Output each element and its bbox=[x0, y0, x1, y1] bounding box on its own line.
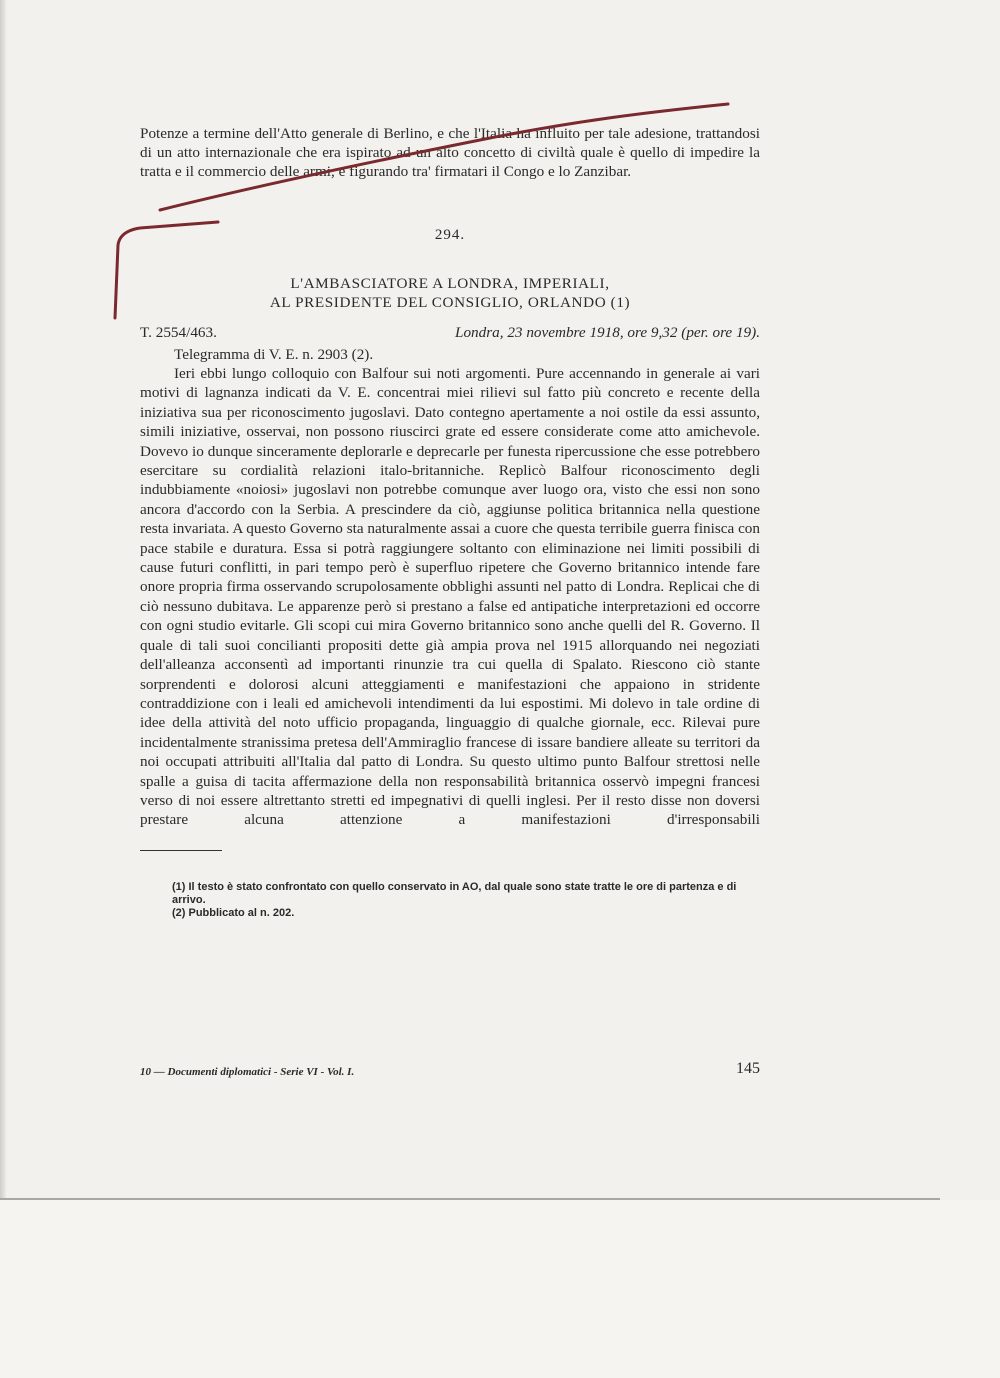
telegram-meta bbox=[140, 324, 760, 342]
document-heading bbox=[140, 274, 760, 312]
telegram-reference: Telegramma di V. E. n. 2903 (2). bbox=[174, 346, 374, 363]
page-footer bbox=[140, 1060, 760, 1078]
body-paragraph: Ieri ebbi lungo colloquio con Balfour sui noti argomenti. Pure accennando in generale ai vari motivi di lagnanza indicati da V. E. concentrai miei rilievi sul fatto più concreto e recente della iniziativa sua per riconoscimento jugoslavi. Dato contegno apertamente a noi ostile da essi assunto, simili iniziative, osservai, non possono riuscirci grate ed essere considerate come atto amichevole. Dovevo io dunque sinceramente deplorarle e deprecarle per funesta ripercussione che esse potrebbero esercitare su cordialità relazioni italo-britanniche. Replicò Balfour riconoscimento degli indubbiamente «noiosi» jugoslavi non potrebbe comunque aver luogo ora, visto che essi non sono ancora d'accordo con la Serbia. A prescindere da ciò, aggiunse politica britannica nella questione resta invariata. A questo Governo sta naturalmente assai a cuore che questa terribile guerra finisca con pace stabile e duratura. Essa si potrà raggiungere soltanto con eliminazione nei limiti possibili di cause futuri conflitti, in pari tempo però è superfluo ripetere che Governo britannico intende fare onore propria firma osservando scrupolosamente obblighi assunti nel patto di Londra. Replicai che di ciò nessuno dubitava. Le apparenze però si prestano a false ed antipatiche interpretazioni ed occorre con ogni studio evitarle. Gli scopi cui mira Governo britannico sono anche quelli del R. Governo. Il quale di tali suoi concilianti propositi dette già ampia prova nel 1915 allorquando nei negoziati dell'alleanza acconsentì ad importanti rinunzie tra cui quella di Spalato. Riescono ciò stante sorprendenti e dolorosi alcuni atteggiamenti e manifestazioni che appaiono in stridente contraddizione con i leali ed amichevoli intendimenti da lui espostimi. Mi dolevo in tale ordine di idee della attività del noto ufficio propaganda, linguaggio di qualche giornale, ecc. Rilevai pure incidentalmente stranissima pretesa dell'Ammiraglio francese di issare bandiere alleate su territori da noi occupati attribuiti all'Italia dal patto di Londra. Su questo ultimo punto Balfour strettosi nelle spalle a guisa di tacita affermazione della non responsabilità britannica osservò impegni francesi verso di noi essere altrettanto stretti ed impegnativi di quelli inglesi. Per il resto disse non doversi prestare alcuna attenzione a manifestazioni d'irresponsabili bbox=[140, 365, 760, 829]
footnotes bbox=[140, 881, 760, 920]
footer-signature: 10 — Documenti diplomatici - Serie VI - Vol. I. bbox=[140, 1066, 355, 1078]
scan-left-edge bbox=[0, 0, 6, 1378]
document-number: 294. bbox=[434, 227, 466, 243]
place-date: Londra, 23 novembre 1918, ore 9,32 (per. ore 19). bbox=[455, 324, 760, 341]
page-number: 145 bbox=[736, 1060, 760, 1077]
telegram-code: T. 2554/463. bbox=[140, 324, 217, 341]
heading-line-1: L'AMBASCIATORE A LONDRA, IMPERIALI, bbox=[290, 275, 610, 292]
footnote-1: (1) Il testo è stato confrontato con quello conservato in AO, dal quale sono state tratte le ore di partenza e di arrivo. bbox=[172, 880, 737, 906]
scan-lower-margin bbox=[0, 1200, 1000, 1378]
page-content bbox=[140, 124, 760, 920]
footnote-2: (2) Pubblicato al n. 202. bbox=[172, 906, 295, 919]
footnote-rule bbox=[140, 850, 222, 851]
heading-line-2: AL PRESIDENTE DEL CONSIGLIO, ORLANDO (1) bbox=[269, 294, 631, 311]
top-paragraph: Potenze a termine dell'Atto generale di Berlino, e che l'Italia ha influito per tale adesione, trattandosi di un atto internazionale che era ispirato ad un alto concetto di civiltà quale è quello di impedire la tratta e il commercio delle armi, e figurando tra' firmatari il Congo e lo Zanzibar. bbox=[140, 125, 760, 180]
